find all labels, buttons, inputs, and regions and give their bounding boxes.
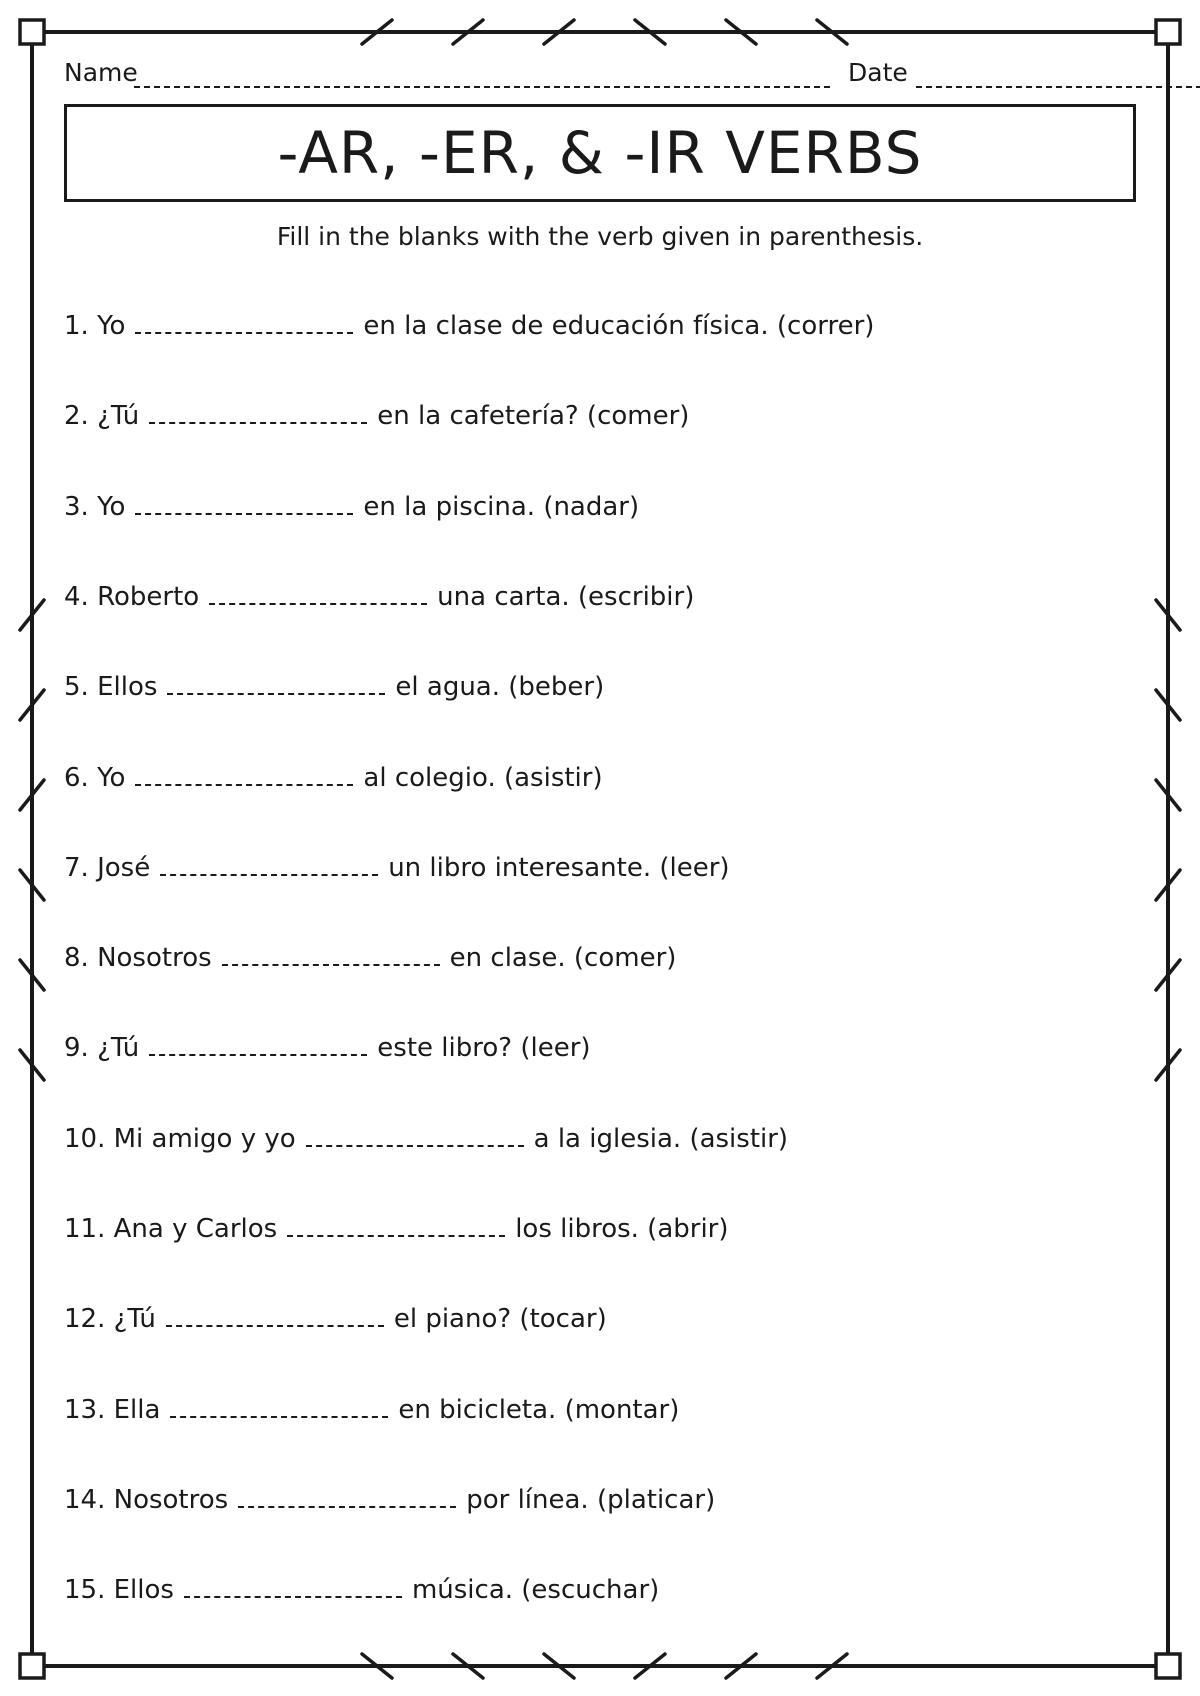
question-item [64, 852, 730, 883]
answer-blank[interactable] [222, 942, 440, 966]
corner-square-top-right [1156, 20, 1180, 44]
question-subject: 15. Ellos [64, 1575, 174, 1606]
question-subject: 6. Yo [64, 762, 126, 793]
answer-blank[interactable] [160, 852, 378, 876]
answer-blank[interactable] [149, 1032, 367, 1056]
answer-blank[interactable] [170, 1394, 388, 1418]
title-box [64, 104, 1136, 202]
question-item [64, 581, 694, 612]
corner-square-top-left [20, 20, 44, 44]
question-subject: 14. Nosotros [64, 1484, 229, 1515]
question-rest: a la iglesia. (asistir) [533, 1123, 789, 1154]
question-item [64, 671, 604, 702]
question-item [64, 1394, 679, 1425]
instructions: Fill in the blanks with the verb given in parenthesis. [276, 222, 924, 251]
question-subject: 3. Yo [64, 491, 126, 522]
question-subject: 4. Roberto [64, 581, 200, 612]
name-date-row [64, 58, 1138, 98]
question-rest: en bicicleta. (montar) [398, 1394, 680, 1425]
question-item [64, 491, 639, 522]
question-subject: 10. Mi amigo y yo [64, 1123, 296, 1154]
question-rest: en clase. (comer) [449, 943, 677, 974]
question-item [64, 1574, 659, 1605]
question-rest: por línea. (platicar) [466, 1484, 716, 1515]
question-rest: el agua. (beber) [395, 672, 605, 703]
question-rest: en la clase de educación física. (correr) [363, 311, 875, 341]
question-rest: un libro interesante. (leer) [388, 852, 730, 883]
question-rest: música. (escuchar) [411, 1575, 660, 1606]
name-field[interactable] [134, 86, 830, 88]
answer-blank[interactable] [135, 491, 353, 515]
answer-blank[interactable] [135, 310, 353, 334]
question-item [64, 942, 676, 973]
corner-square-bottom-left [20, 1654, 44, 1678]
answer-blank[interactable] [238, 1484, 456, 1508]
question-subject: 1. Yo [64, 311, 126, 341]
name-label: Name [64, 58, 138, 87]
question-rest: los libros. (abrir) [515, 1214, 729, 1244]
question-item [64, 310, 874, 341]
answer-blank[interactable] [135, 762, 353, 786]
answer-blank[interactable] [287, 1213, 505, 1237]
corner-square-bottom-right [1156, 1654, 1180, 1678]
question-subject: 12. ¿Tú [64, 1304, 156, 1335]
date-field[interactable] [916, 86, 1200, 88]
date-label: Date [848, 58, 908, 87]
question-item [64, 762, 603, 793]
answer-blank[interactable] [149, 400, 367, 424]
question-subject: 13. Ella [64, 1394, 161, 1425]
question-subject: 5. Ellos [64, 672, 158, 703]
page-title: -AR, -ER, & -IR VERBS [277, 119, 923, 187]
question-rest: una carta. (escribir) [437, 581, 695, 612]
question-rest: en la piscina. (nadar) [363, 491, 640, 522]
question-subject: 2. ¿Tú [64, 401, 140, 432]
question-subject: 8. Nosotros [64, 943, 212, 974]
answer-blank[interactable] [184, 1574, 402, 1598]
question-item [64, 1303, 607, 1334]
question-rest: en la cafetería? (comer) [377, 401, 690, 432]
question-item [64, 1032, 591, 1063]
answer-blank[interactable] [166, 1303, 384, 1327]
question-subject: 7. José [64, 852, 151, 883]
question-subject: 11. Ana y Carlos [64, 1214, 278, 1244]
question-item [64, 1213, 729, 1244]
question-item [64, 400, 689, 431]
question-rest: el piano? (tocar) [393, 1304, 607, 1335]
answer-blank[interactable] [306, 1123, 524, 1147]
question-rest: al colegio. (asistir) [363, 762, 603, 793]
question-subject: 9. ¿Tú [64, 1033, 140, 1064]
question-item [64, 1484, 715, 1515]
answer-blank[interactable] [167, 671, 385, 695]
question-rest: este libro? (leer) [377, 1033, 591, 1064]
question-item [64, 1123, 788, 1154]
answer-blank[interactable] [209, 581, 427, 605]
